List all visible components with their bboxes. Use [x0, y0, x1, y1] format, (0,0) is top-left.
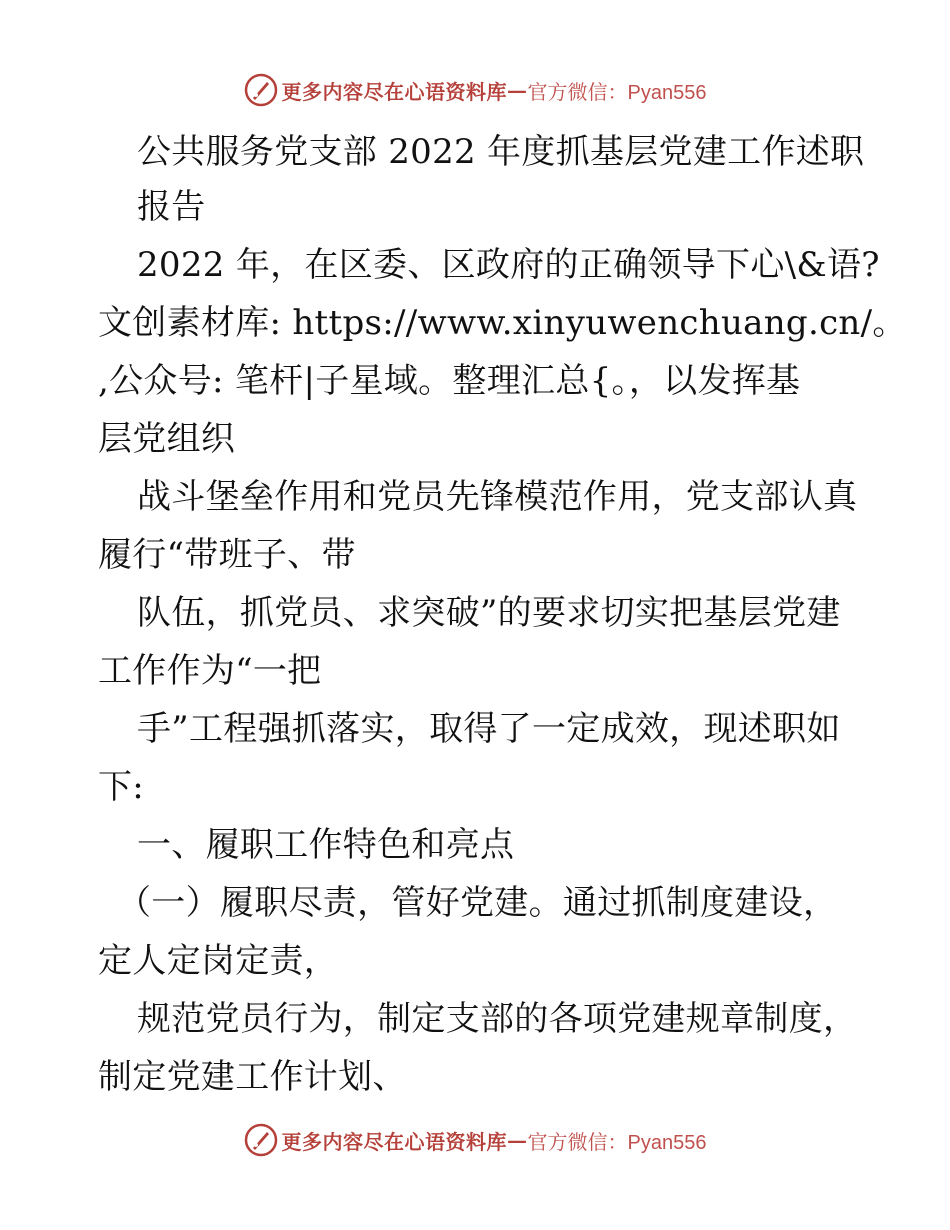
doc-paragraph-line: 手”工程强抓落实，取得了一定成效，现述职如: [137, 709, 841, 749]
footer-watermark: [0, 1120, 950, 1160]
watermark-site-text: 更多内容尽在心语资料库: [281, 1129, 508, 1154]
doc-paragraph-line: 队伍，抓党员、求突破”的要求切实把基层党建: [137, 593, 841, 633]
doc-paragraph-line: 2022 年，在区委、区政府的正确领导下心\&语?: [137, 245, 880, 285]
doc-title-line-2: 报告: [137, 187, 206, 227]
watermark-site-text: 更多内容尽在心语资料库: [281, 79, 508, 104]
doc-section-heading: 一、履职工作特色和亮点: [137, 825, 515, 865]
watermark-separator: —: [507, 1128, 528, 1152]
doc-paragraph-line: 定人定岗定责，: [98, 941, 339, 981]
doc-paragraph-line: 层党组织: [98, 419, 236, 459]
doc-subsection-heading: （一）履职尽责，管好党建。通过抓制度建设，: [117, 883, 838, 923]
doc-paragraph-line: 工作作为“一把: [98, 651, 322, 691]
doc-paragraph-line: ,公众号: 笔杆|子星域。整理汇总{。，以发挥基: [98, 361, 801, 401]
doc-title-line-1: 公共服务党支部 2022 年度抓基层党建工作述职: [137, 132, 865, 172]
doc-paragraph-line: 规范党员行为，制定支部的各项党建规章制度，: [137, 999, 858, 1039]
quill-logo-icon: [244, 73, 278, 107]
quill-logo-icon: [244, 1123, 278, 1157]
doc-paragraph-line: 履行“带班子、带: [98, 535, 356, 575]
doc-paragraph-line: 战斗堡垒作用和党员先锋模范作用，党支部认真: [137, 477, 858, 517]
header-watermark: [0, 70, 950, 110]
watermark-separator: —: [507, 78, 528, 102]
watermark-wechat-text: 官方微信：Pyan556: [527, 81, 707, 104]
doc-paragraph-line: 制定党建工作计划、: [98, 1057, 407, 1097]
watermark-wechat-text: 官方微信：Pyan556: [527, 1131, 707, 1154]
doc-paragraph-line: 下:: [98, 767, 145, 807]
doc-paragraph-line: 文创素材库: https://www.xinyuwenchuang.cn/。: [98, 303, 907, 343]
